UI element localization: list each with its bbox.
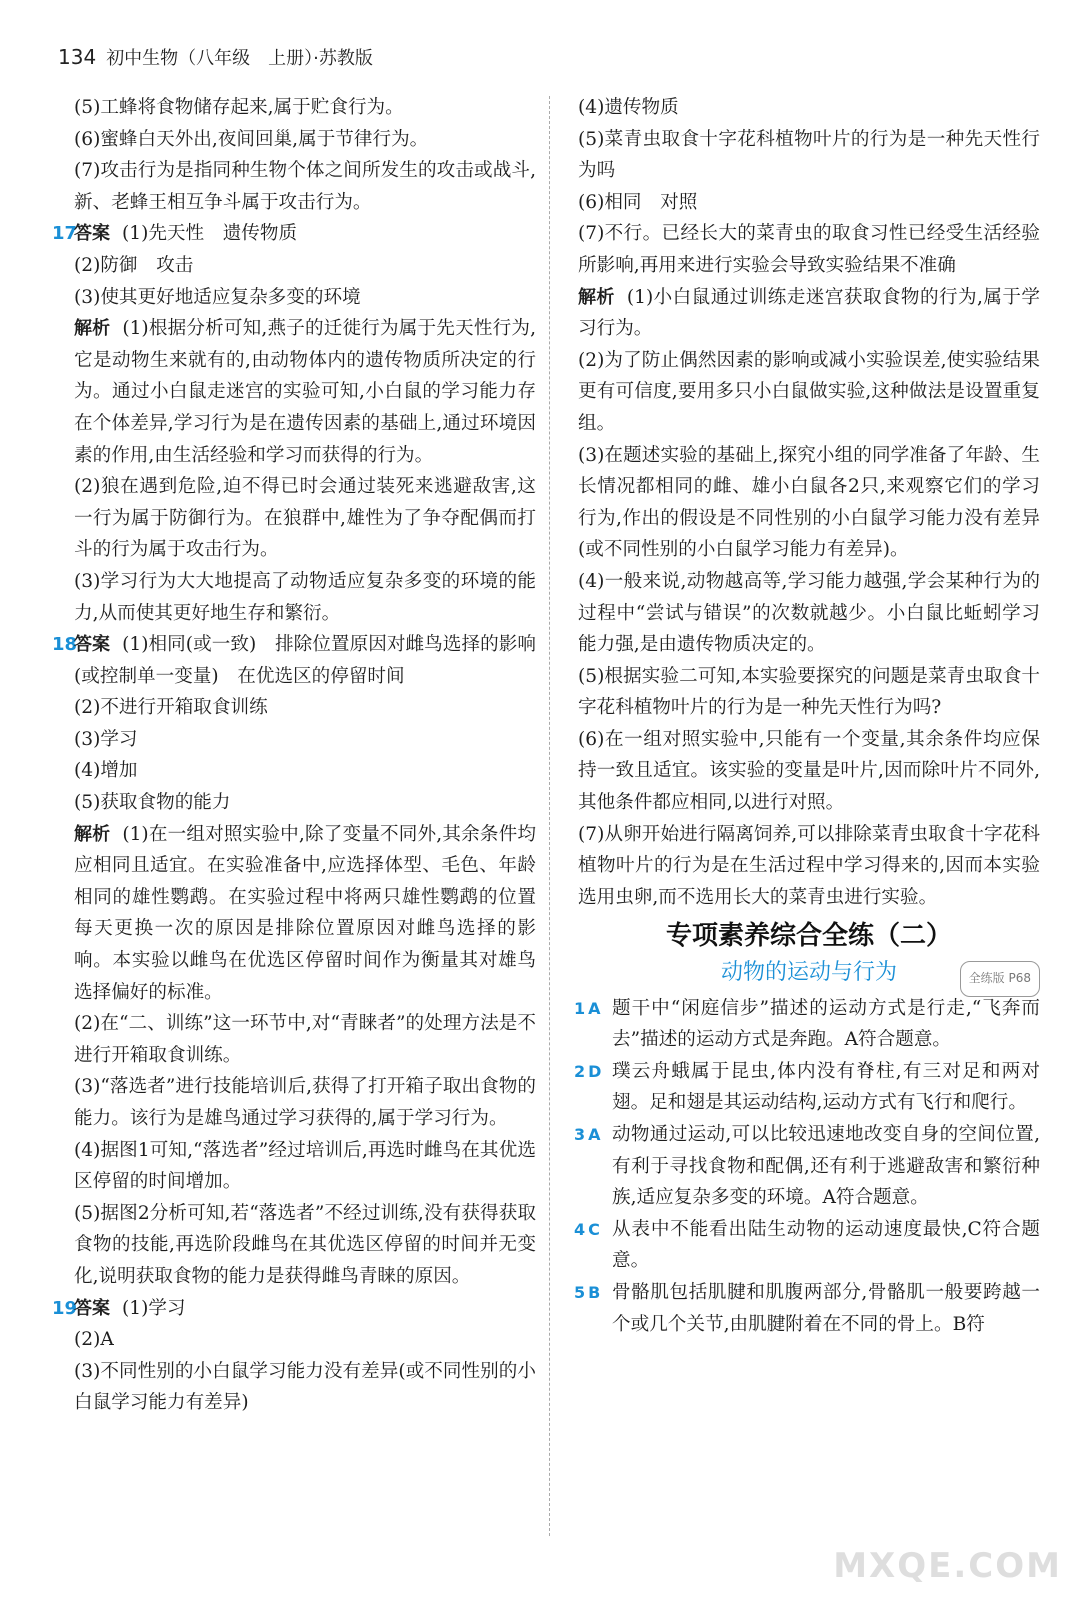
- left-column: [52, 92, 537, 1419]
- answer-line: (2)防御 攻击: [74, 254, 194, 276]
- mc-text: 璞云舟蛾属于昆虫,体内没有脊柱,有三对足和两对翅。足和翅是其运动结构,运动方式有飞行和爬行。: [612, 1060, 1040, 1114]
- mc-label: 2 D: [574, 1061, 602, 1081]
- analysis-line: (4)一般来说,动物越高等,学习能力越强,学会某种行为的过程中“尝试与错误”的次数就越少。小白鼠比蚯蚓学习能力强,是由遗传物质决定的。: [578, 570, 1040, 656]
- answer-line: (7)不行。已经长大的菜青虫的取食习性已经受生活经验所影响,再用来进行实验会导致实验结果不准确: [578, 223, 1040, 276]
- section-subtitle: [578, 957, 1040, 989]
- q16-line: (7)攻击行为是指同种生物个体之间所发生的攻击或战斗,新、老蜂王相互争斗属于攻击行为。: [74, 160, 536, 213]
- question-number: 17: [52, 223, 78, 245]
- section-subtitle-text: 动物的运动与行为: [720, 960, 897, 986]
- q18-answer: [52, 629, 536, 692]
- answer-line: (2)不进行开箱取食训练: [74, 697, 268, 719]
- right-column: [574, 92, 1041, 1340]
- analysis-line: (6)在一组对照实验中,只能有一个变量,其余条件均应保持一致且适宜。该实验的变量是叶片,因而除叶片不同外,其他条件都应相同,以进行对照。: [578, 728, 1040, 814]
- mc-item: [574, 993, 1040, 1056]
- analysis-line: (2)在“二、训练”这一环节中,对“青睐者”的处理方法是不进行开箱取食训练。: [74, 1013, 536, 1066]
- page-ref-badge: 全练版 P68: [960, 961, 1040, 997]
- section-title: 专项素养综合全练（二）: [665, 921, 952, 952]
- answer-line: (2)A: [74, 1329, 114, 1351]
- analysis-line: (2)为了防止偶然因素的影响或减小实验误差,使实验结果更有可信度,要用多只小白鼠做实验,这种做法是设置重复组。: [578, 349, 1040, 434]
- answer-line: (5)获取食物的能力: [74, 792, 231, 814]
- answer-line: (6)相同 对照: [578, 191, 698, 213]
- answer-text: (1)相同(或一致) 排除位置原因对雌鸟选择的影响(或控制单一变量) 在优选区的停留时间: [74, 634, 536, 687]
- answer-line: (4)遗传物质: [578, 97, 679, 118]
- question-number: 18: [52, 634, 78, 656]
- q16-line: (5)工蜂将食物储存起来,属于贮食行为。: [74, 97, 404, 118]
- mc-label: 1 A: [574, 998, 601, 1018]
- analysis-line: (4)据图1可知,“落选者”经过培训后,再选时雌鸟在其优选区停留的时间增加。: [74, 1139, 536, 1193]
- analysis-tag: 解析: [74, 823, 111, 845]
- answer-tag: 答案: [74, 223, 110, 245]
- answer-line: (4)增加: [74, 760, 138, 782]
- answer-line: (3)学习: [74, 728, 138, 750]
- mc-text: 题干中“闲庭信步”描述的运动方式是行走,“飞奔而去”描述的运动方式是奔跑。A符合题意。: [612, 997, 1040, 1051]
- mc-label: 5 B: [574, 1282, 601, 1302]
- answer-line: (5)菜青虫取食十字花科植物叶片的行为是一种先天性行为吗: [578, 128, 1040, 182]
- answer-text: (1)学习: [122, 1297, 186, 1319]
- mc-item: [574, 1277, 1040, 1340]
- analysis-text: (1)小白鼠通过训练走迷宫获取食物的行为,属于学习行为。: [578, 286, 1041, 340]
- answer-line: (3)使其更好地适应复杂多变的环境: [74, 286, 361, 308]
- analysis-line: (2)狼在遇到危险,迫不得已时会通过装死来逃避敌害,这一行为属于防御行为。在狼群中,雄性为了争夺配偶而打斗的行为属于攻击行为。: [74, 476, 536, 561]
- q19-answer: [52, 1293, 536, 1325]
- mc-text: 骨骼肌包括肌腱和肌腹两部分,骨骼肌一般要跨越一个或几个关节,由肌腱附着在不同的骨上。B符: [612, 1281, 1040, 1335]
- analysis-para: [578, 282, 1040, 345]
- mc-label: 3 A: [574, 1125, 601, 1144]
- analysis-line: (7)从卵开始进行隔离饲养,可以排除菜青虫取食十字花科植物叶片的行为是在生活过程中学习得来的,因而本实验选用虫卵,而不选用长大的菜青虫进行实验。: [578, 823, 1040, 908]
- answer-tag: 答案: [74, 1297, 110, 1319]
- analysis-line: (3)在题述实验的基础上,探究小组的同学准备了年龄、生长情况都相同的雌、雄小白鼠各2只,来观察它们的学习行为,作出的假设是不同性别的小白鼠学习能力没有差异(或不同性别的小白鼠学习能力有差异)。: [578, 444, 1040, 561]
- mc-item: [574, 1214, 1040, 1277]
- mc-label: 4 C: [574, 1219, 600, 1239]
- analysis-text: (1)在一组对照实验中,除了变量不同外,其余条件均应相同且适宜。在实验准备中,应选择体型、毛色、年龄相同的雄性鹦鹉。在实验过程中将两只雄性鹦鹉的位置每天更换一次的原因是排除位置原因对雌鸟选择的影响。本实验以雌鸟在优选区停留时间作为衡量其对雄鸟选择偏好的标准。: [74, 823, 537, 1003]
- q16-line: (6)蜜蜂白天外出,夜间回巢,属于节律行为。: [74, 128, 429, 150]
- page-number: 134: [58, 45, 97, 69]
- mc-text: 动物通过运动,可以比较迅速地改变自身的空间位置,有利于寻找食物和配偶,还有利于逃避敌害和繁衍种族,适应复杂多变的环境。A符合题意。: [612, 1124, 1040, 1209]
- analysis-line: (5)根据实验二可知,本实验要探究的问题是菜青虫取食十字花科植物叶片的行为是一种先天性行为吗?: [578, 665, 1040, 719]
- page-header: [58, 44, 373, 78]
- analysis-para: [74, 313, 536, 471]
- answer-line: (3)不同性别的小白鼠学习能力没有差异(或不同性别的小白鼠学习能力有差异): [74, 1360, 536, 1414]
- question-number: 19: [52, 1297, 78, 1319]
- analysis-line: (3)学习行为大大地提高了动物适应复杂多变的环境的能力,从而使其更好地生存和繁衍。: [74, 570, 536, 624]
- analysis-para: [74, 819, 536, 1009]
- analysis-line: (5)据图2分析可知,若“落选者”不经过训练,没有获得获取食物的技能,再选阶段雌鸟在其优选区停留的时间并无变化,说明获取食物的能力是获得雌鸟青睐的原因。: [74, 1202, 536, 1287]
- q17-answer: [52, 218, 536, 250]
- column-divider: [549, 96, 550, 1536]
- watermark: MXQE.COM: [833, 1546, 1062, 1586]
- mc-item: [574, 1119, 1040, 1214]
- book-title: 初中生物（八年级 上册）·苏教版: [106, 48, 373, 69]
- mc-text: 从表中不能看出陆生动物的运动速度最快,C符合题意。: [612, 1218, 1040, 1272]
- analysis-text: (1)根据分析可知,燕子的迁徙行为属于先天性行为,它是动物生来就有的,由动物体内的遗传物质所决定的行为。通过小白鼠走迷宫的实验可知,小白鼠的学习能力存在个体差异,学习行为是在遗传因素的基础上,通过环境因素的作用,由生活经验和学习而获得的行为。: [74, 318, 537, 466]
- answer-tag: 答案: [74, 634, 111, 656]
- analysis-line: (3)“落选者”进行技能培训后,获得了打开箱子取出食物的能力。该行为是雄鸟通过学习获得的,属于学习行为。: [74, 1076, 536, 1129]
- mc-item: [574, 1056, 1040, 1119]
- answer-text: (1)先天性 遗传物质: [122, 223, 298, 245]
- analysis-tag: 解析: [578, 286, 615, 308]
- analysis-tag: 解析: [74, 318, 111, 340]
